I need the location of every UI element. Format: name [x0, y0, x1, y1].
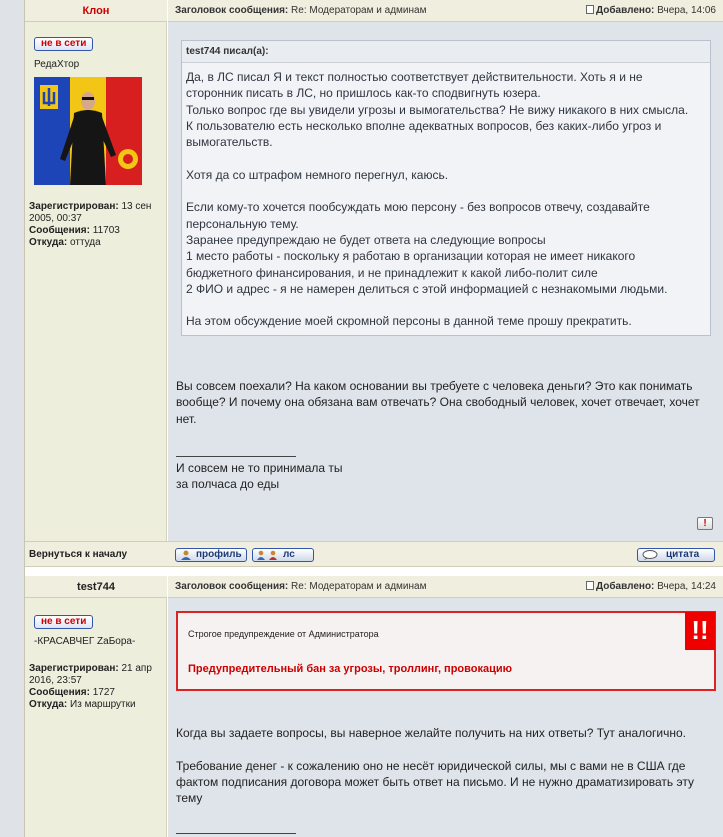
admin-warning-box — [176, 611, 716, 691]
post1-added-time: Добавлено: Вчера, 14:06 — [586, 0, 716, 22]
post2-from-value: Из маршрутки — [70, 699, 136, 710]
post1-messages-value: 11703 — [92, 225, 120, 236]
quote-line: Только вопрос где вы увидели угрозы и вымогательства? Не вижу никакого в них смысла. — [186, 102, 689, 117]
quote-line: К пользователю есть несколько вполне адекватных вопросов, без каких-либо угроз и — [186, 118, 662, 133]
post-line: Когда вы задаете вопросы, вы наверное желайте получить на них ответы? Тут аналогично. — [176, 726, 687, 740]
quote-title: test744 писал(а): — [182, 41, 710, 63]
post-line: тему — [176, 791, 203, 806]
post2-offline-badge: не в сети — [34, 615, 93, 629]
back-to-top-link[interactable]: Вернуться к началу — [29, 549, 128, 560]
post1-user-meta — [29, 201, 165, 249]
profile-button[interactable]: профиль — [175, 548, 247, 562]
post1-subject: Заголовок сообщения: Re: Модераторам и админам — [175, 5, 427, 16]
quote-line: Заранее предупреждаю не будет ответа на следующие вопросы — [186, 232, 546, 247]
post-line: нет. — [176, 411, 197, 426]
post1-signature — [176, 460, 343, 493]
profile-icon — [179, 550, 193, 560]
post1-from-label: Откуда: — [29, 237, 68, 248]
signature-separator — [176, 456, 296, 457]
quote-line: Хотя да со штрафом немного перегнул, каюсь. — [186, 167, 449, 182]
post1-registered-value: 13 сен 2005, 00:37 — [29, 201, 152, 224]
post2-messages-label: Сообщения: — [29, 687, 90, 698]
quote-line: вымогательств. — [186, 135, 273, 150]
post2-user-meta — [29, 663, 165, 711]
quote-line: На этом обсуждение моей скромной персоны в данной теме прошу прекратить. — [186, 314, 632, 329]
post-line: вообще? И почему она обязана вам отвечать? Она свободный человек, хочет отвечает, хочет — [176, 395, 700, 410]
post2-from-label: Откуда: — [29, 699, 68, 710]
post1-author-name[interactable]: Клон — [82, 5, 110, 17]
quote-line: 1 место работы - поскольку я работаю в организации которая не имеет никакого — [186, 249, 636, 264]
post2-registered-value: 21 апр 2016, 23:57 — [29, 663, 152, 686]
post1-author-column — [25, 0, 167, 541]
post-link-icon[interactable] — [586, 581, 594, 590]
post-line: фактом подписания договора может быть ответ на письмо. И не нужно драматизировать эту — [176, 774, 694, 789]
post-line: Требование денег - к сожалению оно не несёт юридической силы, мы с вами не в США где — [176, 758, 686, 773]
quote-line: сторонник писать в ЛС, но пришлось как-то сподвигнуть юзера. — [186, 86, 541, 101]
post-spacer — [25, 568, 723, 576]
quote-line: персональную тему. — [186, 216, 299, 231]
post1-avatar — [34, 77, 142, 185]
warning-exclamation-icon: !! — [685, 612, 715, 650]
warning-text: Предупредительный бан за угрозы, троллинг, провокацию — [188, 663, 513, 675]
signature-line: за полчаса до еды — [176, 477, 280, 492]
speech-bubble-icon — [641, 550, 659, 560]
post2-author-column — [25, 576, 167, 837]
post1-offline-badge: не в сети — [34, 37, 93, 51]
quote-button[interactable]: цитата — [637, 548, 715, 562]
quote-line: Да, в ЛС писал Я и текст полностью соответствует действительности. Хоть я и не — [186, 70, 643, 84]
report-post-button[interactable]: ! — [697, 517, 713, 530]
post-link-icon[interactable] — [586, 5, 594, 14]
post1-quote-block — [181, 40, 711, 336]
quote-line: бюджетного финансирования, и не принадлежит к какой либо-полит силе — [186, 265, 598, 280]
private-message-icon — [256, 550, 280, 560]
post1-footer — [25, 541, 723, 567]
post1-user-rank: РедаХтор — [34, 59, 80, 70]
post2-user-rank: -КРАСАВЧЕГ ZаБора- — [34, 636, 136, 647]
post1-from-value: оттуда — [70, 237, 101, 248]
pm-button[interactable]: лс — [252, 548, 314, 562]
quote-body — [182, 63, 710, 336]
quote-line: 2 ФИО и адрес - я не намерен делиться с этой информацией с незнакомыми людьми. — [186, 281, 668, 296]
post2-messages-value: 1727 — [92, 687, 115, 698]
post1-registered-label: Зарегистрирован: — [29, 201, 119, 212]
quote-line: Если кому-то хочется пообсуждать мою персону - без вопросов отвечу, создавайте — [186, 200, 650, 215]
post-line — [176, 741, 716, 757]
warning-title: Строгое предупреждение от Администратора — [188, 629, 379, 639]
signature-separator — [176, 833, 296, 834]
forum-topic-view — [24, 0, 723, 837]
post2-body — [176, 725, 716, 806]
post1-messages-label: Сообщения: — [29, 225, 90, 236]
post2-registered-label: Зарегистрирован: — [29, 663, 119, 674]
signature-line: И совсем не то принимала ты — [176, 461, 343, 475]
quote-line — [186, 183, 706, 199]
post2-added-time: Добавлено: Вчера, 14:24 — [586, 576, 716, 598]
post2-subject: Заголовок сообщения: Re: Модераторам и админам — [175, 581, 427, 592]
post2-author-name[interactable]: test744 — [77, 581, 115, 593]
quote-line — [186, 297, 706, 313]
quote-line — [186, 150, 706, 166]
post1-body — [176, 378, 716, 427]
post-line: Вы совсем поехали? На каком основании вы требуете с человека деньги? Это как понимать — [176, 379, 693, 393]
